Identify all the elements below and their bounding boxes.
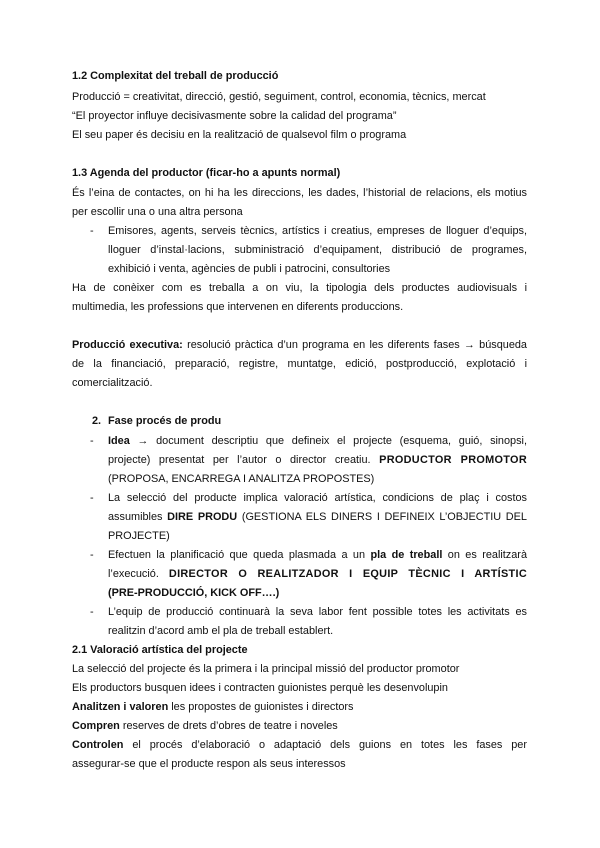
exec-line-2: de la financiació, preparació, registre, muntatge, edició, postproducció, explotació i bbox=[72, 358, 527, 370]
selection-line-2 bbox=[108, 510, 527, 524]
planning-line-3: (PRE-PRODUCCIÓ, KICK OFF….) bbox=[108, 587, 280, 599]
s21-line-4 bbox=[72, 719, 338, 733]
section-2-1-heading: 2.1 Valoració artística del projecte bbox=[72, 644, 248, 656]
bullet-marker: - bbox=[90, 549, 94, 561]
bullet-marker: - bbox=[90, 225, 94, 237]
s13-bullet-line-3: exhibició i venta, agències de publi i patrocini, consultories bbox=[108, 263, 391, 275]
bullet-marker: - bbox=[90, 435, 94, 447]
idea-line-1 bbox=[108, 434, 527, 448]
s21-line-3 bbox=[72, 700, 353, 714]
analitzen-term: Analitzen i valoren bbox=[72, 701, 169, 713]
s21-line-2: Els productors busquen idees i contracten guionistes perquè les desenvolupin bbox=[72, 682, 448, 694]
idea-line-2-text: projecte) presentat per l’autor o director creatiu. bbox=[108, 454, 380, 466]
compren-term: Compren bbox=[72, 720, 120, 732]
bullet-marker: - bbox=[90, 606, 94, 618]
director-equip: DIRECTOR O REALITZADOR I EQUIP TÈCNIC I ARTÍSTIC bbox=[168, 568, 527, 580]
s21-line-6: assegurar-se que el producte respon als seus interessos bbox=[72, 758, 346, 770]
team-line-2: realitzin d’acord amb el pla de treball establert. bbox=[108, 625, 334, 637]
s12-line-3: El seu paper és decisiu en la realització de qualsevol film o programa bbox=[72, 129, 407, 141]
s21-line-1: La selecció del projecte és la primera i la principal missió del productor promotor bbox=[72, 663, 460, 675]
dire-produ: DIRE PRODU bbox=[167, 511, 238, 523]
exec-line-3: comercialització. bbox=[72, 377, 153, 389]
planning-line-2-text: l’execució. bbox=[108, 568, 169, 580]
planning-line-1-text: Efectuen la planificació que queda plasmada a un bbox=[108, 549, 371, 561]
idea-term: Idea bbox=[108, 435, 130, 447]
s12-line-2: “El proyector influye decisivasmente sobre la calidad del programa” bbox=[72, 110, 397, 122]
idea-line-2 bbox=[108, 453, 527, 467]
selection-line-2-rest: (GESTIONA ELS DINERS I DEFINEIX L’OBJECTIU DEL bbox=[237, 511, 527, 523]
planning-line-1-rest: on es realitzarà bbox=[442, 549, 527, 561]
section-2-number: 2. bbox=[92, 415, 102, 427]
section-2-heading: Fase procés de produ bbox=[108, 415, 222, 427]
s12-line-1: Producció = creativitat, direcció, gestió, seguiment, control, economia, tècnics, mercat bbox=[72, 91, 486, 103]
s13-para-2-line-1: Ha de conèixer com es treballa a on viu, la tipologia dels productes audiovisuals i bbox=[72, 282, 527, 294]
s21-line-5 bbox=[72, 738, 527, 752]
s13-para-1-line-1: És l’eina de contactes, on hi ha les direccions, les dades, l’historial de relacions, els motius bbox=[72, 187, 527, 199]
s13-para-2-line-2: multimedia, les professions que intervenen en diferents produccions. bbox=[72, 301, 404, 313]
idea-line-1-text: → document descriptiu que defineix el projecte (esquema, guió, sinopsi, bbox=[129, 435, 527, 447]
s13-bullet-line-2: lloguer d’instal·lacions, subministració d’equipament, distribució de programes, bbox=[108, 244, 527, 256]
s21-line-3-text: les propostes de guionistes i directors bbox=[168, 701, 354, 713]
idea-line-3: (PROPOSA, ENCARREGA I ANALITZA PROPOSTES) bbox=[108, 473, 375, 485]
exec-line-1 bbox=[72, 338, 527, 352]
productor-promotor: PRODUCTOR PROMOTOR bbox=[379, 454, 527, 466]
section-1-2-heading: 1.2 Complexitat del treball de producció bbox=[72, 70, 279, 82]
planning-line-2 bbox=[108, 567, 527, 581]
s13-bullet-line-1: Emisores, agents, serveis tècnics, artístics i creatius, empreses de lloguer d’equips, bbox=[108, 225, 527, 237]
section-1-3-heading: 1.3 Agenda del productor (ficar-ho a apunts normal) bbox=[72, 167, 341, 179]
exec-line-1-text: resolució pràctica d’un programa en les diferents fases → búsqueda bbox=[182, 339, 527, 351]
bullet-marker: - bbox=[90, 492, 94, 504]
pla-de-treball: pla de treball bbox=[370, 549, 443, 561]
s21-line-5-text: el procés d’elaboració o adaptació dels guions en totes les fases per bbox=[123, 739, 527, 751]
planning-line-1 bbox=[108, 548, 527, 562]
s21-line-4-text: reserves de drets d’obres de teatre i noveles bbox=[119, 720, 338, 732]
selection-line-2-text: assumibles bbox=[108, 511, 168, 523]
selection-line-3: PROJECTE) bbox=[108, 530, 170, 542]
exec-label: Producció executiva: bbox=[72, 339, 183, 351]
team-line-1: L’equip de producció continuarà la seva labor fent possible totes les activitats es bbox=[108, 606, 527, 618]
controlen-term: Controlen bbox=[72, 739, 124, 751]
s13-para-1-line-2: per escollir una o una altra persona bbox=[72, 206, 243, 218]
selection-line-1: La selecció del producte implica valoració artística, condicions de plaç i costos bbox=[108, 492, 527, 504]
